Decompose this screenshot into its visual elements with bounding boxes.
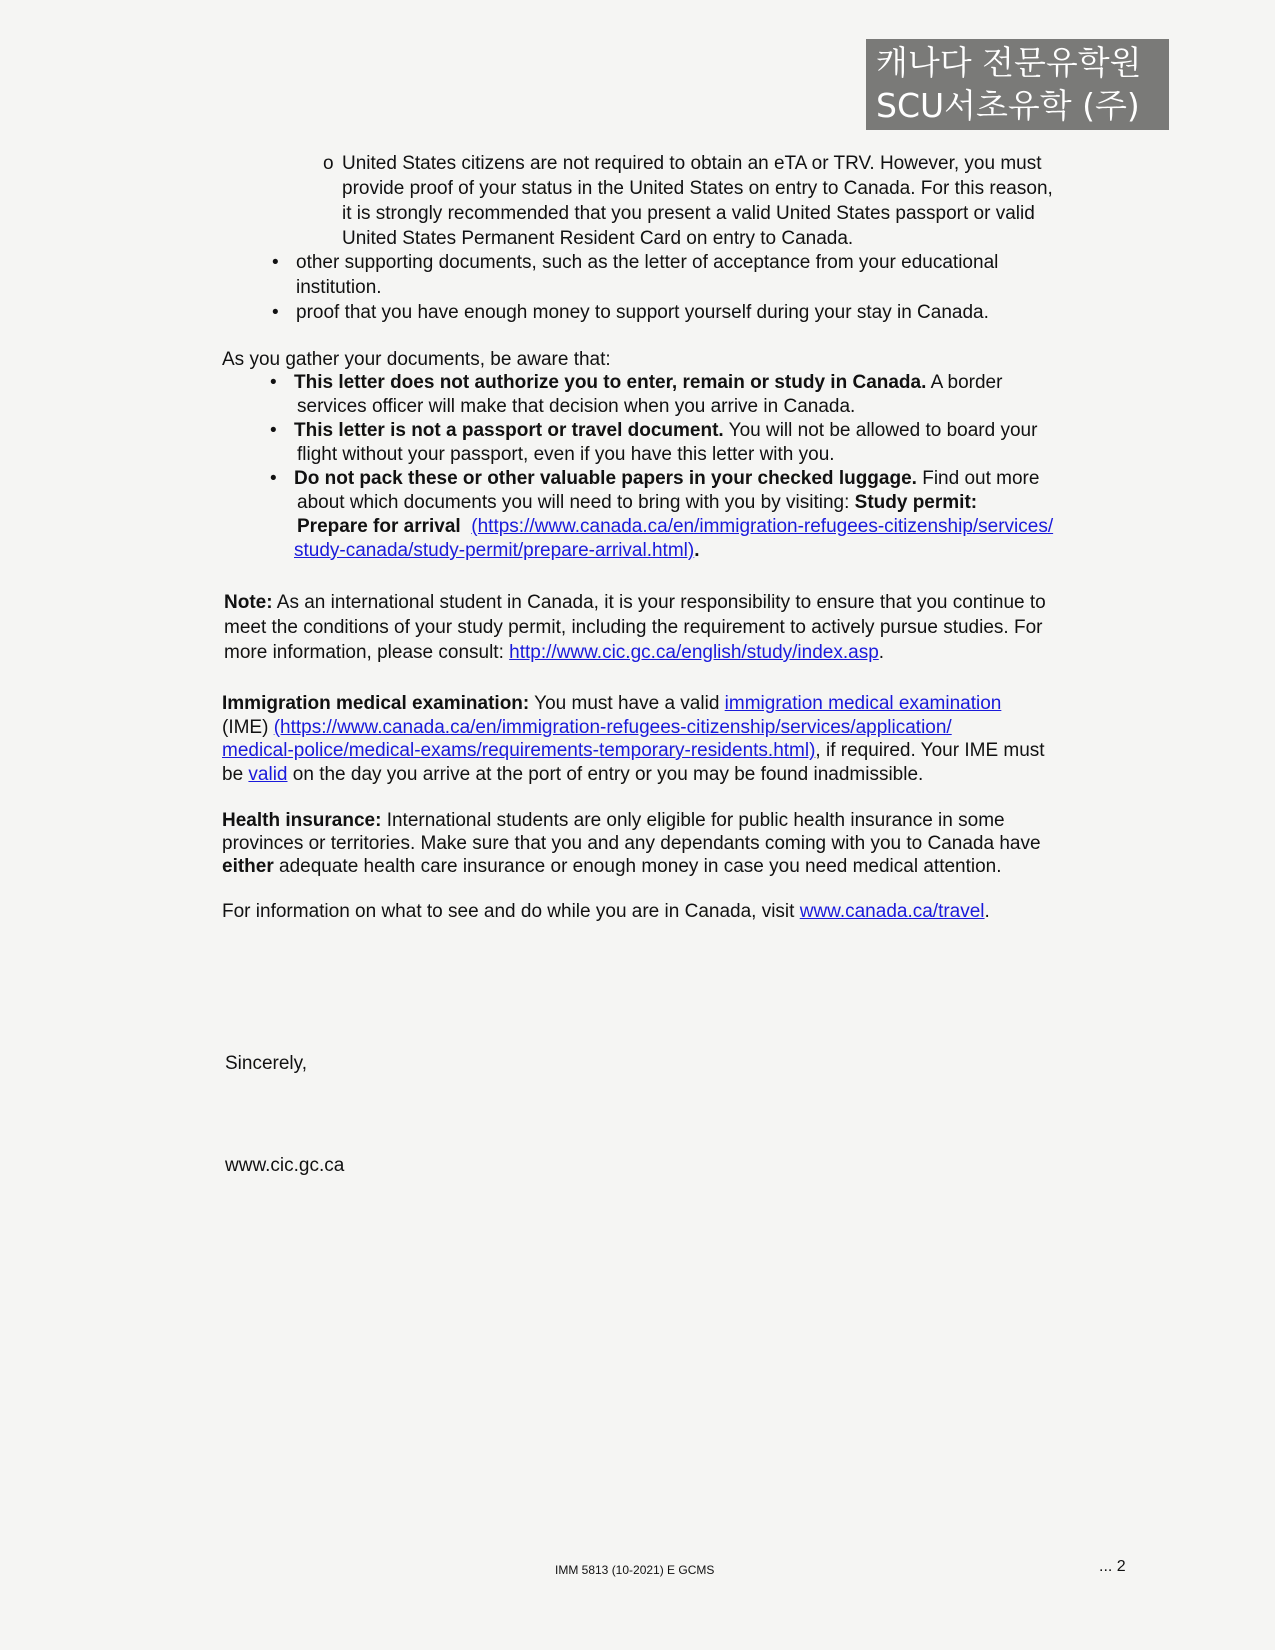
text: . [984, 901, 990, 922]
valid-link[interactable]: valid [248, 763, 288, 785]
text: about which documents you will need to bring with you by visiting: [297, 492, 855, 513]
aware-item-not-authorize [270, 371, 1003, 419]
ime-url-link[interactable]: medical-police/medical-exams/requirements-temporary-residents.html) [222, 740, 816, 761]
aware-intro: As you gather your documents, be aware that: [222, 349, 611, 370]
ime-link[interactable]: immigration medical examination [724, 693, 1002, 714]
travel-link[interactable]: www.canada.ca/travel [799, 901, 985, 922]
sub-bullet-us-citizens [323, 152, 1053, 252]
text-line: proof that you have enough money to support yourself during your stay in Canada. [296, 302, 989, 323]
aware-item-do-not-pack [270, 467, 1054, 563]
sub-bullet-marker: o [323, 153, 334, 174]
form-id: IMM 5813 (10-2021) E GCMS [555, 1563, 715, 1577]
stamp-line-1: 캐나다 전문유학원 [876, 43, 1142, 82]
text-line: flight without your passport, even if you have this letter with you. [297, 444, 835, 466]
text: . [694, 540, 700, 561]
text: You must have a valid [529, 693, 725, 714]
text: You will not be allowed to board your [723, 420, 1038, 441]
bullet-supporting-documents [272, 251, 999, 300]
text: (IME) [222, 716, 274, 738]
health-paragraph [222, 809, 1041, 878]
aware-item-not-passport [270, 419, 1038, 467]
text: more information, please consult: [224, 642, 510, 663]
text: be [222, 763, 249, 785]
bold-text: Do not pack these or other valuable papers in your checked luggage. [294, 468, 917, 489]
text-line: United States citizens are not required to obtain an eTA or TRV. However, you must [342, 153, 1042, 174]
text-line: provide proof of your status in the United States on entry to Canada. For this reason, [342, 177, 1053, 199]
bullet-marker: • [270, 468, 277, 489]
cic-study-link[interactable]: http://www.cic.gc.ca/english/study/index.asp [509, 642, 879, 663]
text-line: institution. [296, 276, 382, 298]
note-paragraph [224, 590, 1046, 665]
health-label: Health insurance: [222, 810, 382, 831]
page-number: ... 2 [1099, 1558, 1126, 1575]
bullet-marker: • [270, 420, 277, 441]
bullet-proof-of-funds [272, 301, 989, 326]
text: Find out more [916, 468, 1040, 489]
bullet-marker: • [270, 372, 277, 393]
text: For information on what to see and do while you are in Canada, visit [222, 901, 800, 922]
bold-text: This letter does not authorize you to enter, remain or study in Canada. [294, 372, 927, 393]
text: on the day you arrive at the port of entry or you may be found inadmissible. [287, 763, 924, 785]
ime-label: Immigration medical examination: [222, 693, 530, 714]
bold-text: either [222, 856, 274, 877]
text-line: services officer will make that decision when you arrive in Canada. [297, 396, 856, 418]
text-line: it is strongly recommended that you present a valid United States passport or valid [342, 202, 1035, 224]
bullet-marker: • [272, 302, 279, 323]
ime-url-link[interactable]: (https://www.canada.ca/en/immigration-refugees-citizenship/services/application/ [273, 716, 952, 738]
text: adequate health care insurance or enough money in case you need medical attention. [273, 856, 1002, 877]
text-line: provinces or territories. Make sure that you and any dependants coming with you to Canada have [222, 833, 1041, 854]
text-line: other supporting documents, such as the letter of acceptance from your educational [296, 252, 999, 273]
text-line: meet the conditions of your study permit, including the requirement to actively pursue studies. For [224, 617, 1043, 638]
ime-paragraph [222, 692, 1045, 786]
prepare-arrival-link[interactable]: (https://www.canada.ca/en/immigration-refugees-citizenship/services/ [471, 516, 1054, 537]
text-line: United States Permanent Resident Card on entry to Canada. [342, 227, 854, 249]
bold-text: Prepare for arrival [297, 516, 461, 537]
stamp-line-2: SCU서초유학 (주) [876, 86, 1140, 125]
text: , if required. Your IME must [815, 740, 1045, 761]
text: . [878, 642, 885, 663]
text: International students are only eligible for public health insurance in some [381, 810, 1005, 831]
bold-text: This letter is not a passport or travel document. [294, 420, 724, 441]
text: A border [926, 372, 1003, 393]
closing: Sincerely, [225, 1053, 308, 1074]
note-label: Note: [224, 592, 273, 613]
travel-paragraph [222, 900, 990, 925]
bullet-marker: • [272, 252, 279, 273]
text: As an international student in Canada, it is your responsibility to ensure that you continue to [272, 592, 1046, 613]
prepare-arrival-link[interactable]: study-canada/study-permit/prepare-arrival.html) [294, 540, 695, 561]
bold-text: Study permit: [854, 492, 978, 513]
header-stamp [866, 39, 1169, 130]
website: www.cic.gc.ca [225, 1155, 345, 1176]
